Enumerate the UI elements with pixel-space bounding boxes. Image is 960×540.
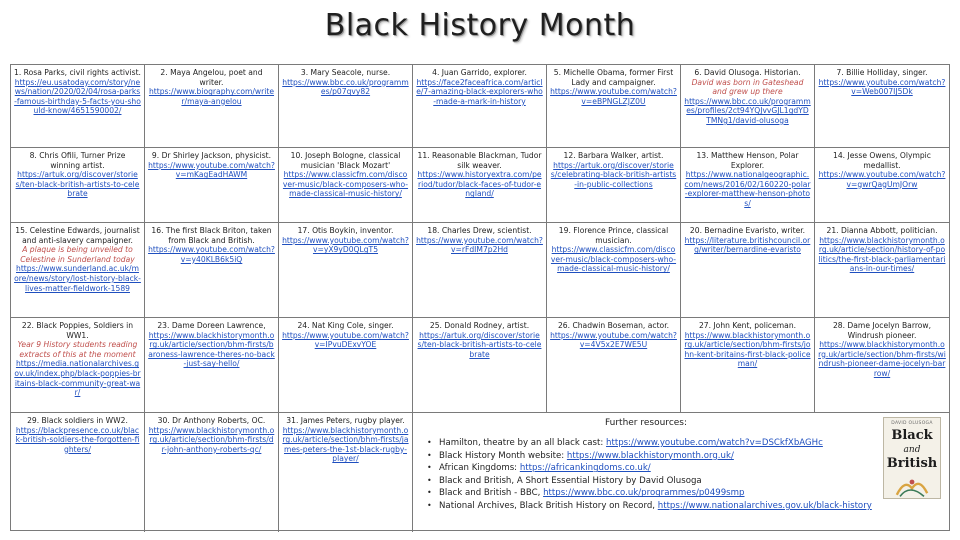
day-link[interactable]: https://www.youtube.com/watch?v=y40KLB6k5iQ [148, 245, 275, 264]
day-cell-2 [145, 65, 279, 148]
resource-item [427, 487, 875, 500]
day-link[interactable]: https://face2faceafrica.com/article/7-amazing-black-explorers-who-made-a-mark-in-history [416, 77, 543, 106]
day-cell-10 [279, 148, 413, 223]
day-cell-17 [279, 223, 413, 318]
day-link[interactable]: https://www.youtube.com/watch?v=IPvuDExvYOE [282, 330, 409, 350]
day-link[interactable]: https://www.youtube.com/watch?v=eBPNGLZJZ0U [550, 87, 677, 106]
day-heading: 2. Maya Angelou, poet and writer. [160, 68, 263, 87]
day-heading: 26. Chadwin Boseman, actor. [557, 321, 670, 330]
day-heading: 24. Nat King Cole, singer. [297, 321, 394, 330]
book-illustration [889, 474, 935, 498]
day-cell-14 [815, 148, 949, 223]
day-note: A plaque is being unveiled to Celestine in Sunderland today [20, 245, 135, 264]
day-cell-23 [145, 318, 279, 413]
day-link[interactable]: https://www.historyextra.com/period/tudor/black-faces-of-tudor-england/ [417, 170, 542, 199]
resource-text: Black and British, A Short Essential History by David Olusoga [439, 475, 702, 486]
day-cell-26 [547, 318, 681, 413]
day-heading: 3. Mary Seacole, nurse. [300, 68, 391, 77]
day-link[interactable]: https://www.classicfm.com/discover-music/black-composers-who-made-classical-music-history/ [550, 245, 677, 274]
day-cell-7 [815, 65, 949, 148]
day-heading: 6. David Olusoga. Historian. [694, 68, 801, 77]
day-cell-31 [279, 413, 413, 532]
day-heading: 20. Bernadine Evaristo, writer. [689, 226, 806, 235]
resource-link[interactable]: https://www.nationalarchives.gov.uk/black-history [657, 500, 872, 511]
day-cell-13 [681, 148, 815, 223]
book-title [887, 429, 938, 470]
book-title-line2: and [903, 445, 921, 455]
day-cell-11 [413, 148, 547, 223]
day-heading: 1. Rosa Parks, civil rights activist. [14, 68, 141, 77]
day-note: Year 9 History students reading extracts of this at the moment [17, 340, 138, 359]
resource-link[interactable]: https://www.bbc.co.uk/programmes/p0499smp [543, 488, 745, 499]
day-link[interactable]: https://www.youtube.com/watch?v=gwrQagUmJOrw [818, 170, 946, 189]
day-link[interactable]: https://www.blackhistorymonth.org.uk/article/section/bhm-firsts/windrush-pioneer-dame-jocelyn-barrow/ [818, 340, 946, 378]
resources-title: Further resources: [604, 418, 688, 428]
bullet-icon: • [427, 488, 432, 498]
day-link[interactable]: https://www.blackhistorymonth.org.uk/article/section/bhm-firsts/baroness-lawrence-theres-no-back-just-say-hello/ [148, 330, 275, 369]
day-heading: 25. Donald Rodney, artist. [429, 321, 530, 330]
day-link[interactable]: https://www.youtube.com/watch?v=rFdIM7p2Hd [416, 235, 543, 255]
day-link[interactable]: https://media.nationalarchives.gov.uk/index.php/black-poppies-britains-black-community-great-war/ [14, 359, 141, 398]
day-cell-18 [413, 223, 547, 318]
day-heading: 21. Dianna Abbott, politician. [826, 226, 938, 235]
day-link[interactable]: https://blackpresence.co.uk/black-british-soldiers-the-forgotten-fighters/ [15, 425, 140, 454]
day-cell-27 [681, 318, 815, 413]
day-heading: 10. Joseph Bologne, classical musician 'Black Mozart' [290, 151, 401, 170]
day-link[interactable]: https://www.nationalgeographic.com/news/2016/02/160220-polar-explorer-matthew-henson-photos/ [684, 170, 811, 208]
day-link[interactable]: https://www.youtube.com/watch?v=yX9yD0QLgT5 [282, 235, 409, 255]
day-heading: 22. Black Poppies, Soldiers in WW1. [21, 321, 134, 340]
day-cell-8 [11, 148, 145, 223]
day-heading: 19. Florence Prince, classical musician. [558, 226, 669, 245]
day-cell-30 [145, 413, 279, 532]
day-cell-4 [413, 65, 547, 148]
day-heading: 15. Celestine Edwards, journalist and anti-slavery campaigner. [15, 226, 140, 245]
day-heading: 13. Matthew Henson, Polar Explorer. [696, 151, 799, 170]
day-cell-19 [547, 223, 681, 318]
day-cell-3 [279, 65, 413, 148]
day-heading: 8. Chris Ofili, Turner Prize winning artist. [29, 151, 126, 170]
day-heading: 23. Dame Doreen Lawrence, [157, 321, 266, 330]
day-cell-29 [11, 413, 145, 532]
day-link[interactable]: https://www.classicfm.com/discover-music/black-composers-who-made-classical-music-history/ [282, 170, 409, 199]
resource-item [427, 475, 875, 488]
day-heading: 16. The first Black Briton, taken from Black and British. [151, 226, 272, 245]
day-note: David was born in Gateshead and grew up there [691, 77, 804, 97]
day-heading: 9. Dr Shirley Jackson, physicist. [151, 151, 272, 160]
resource-item [427, 462, 875, 475]
day-link[interactable]: https://artuk.org/discover/stories/ten-black-british-artists-to-celebrate [417, 330, 542, 359]
day-heading: 17. Otis Boykin, inventor. [297, 226, 394, 235]
further-resources-panel [413, 413, 949, 532]
book-title-line3: British [886, 456, 938, 471]
resource-text-wrap [439, 437, 823, 450]
day-link[interactable]: https://artuk.org/discover/stories/ten-black-british-artists-to-celebrate [15, 170, 140, 199]
resources-list [427, 437, 943, 513]
day-link[interactable]: https://artuk.org/discover/stories/celebrating-black-british-artists-in-public-collections [550, 160, 677, 189]
calendar-grid [10, 64, 950, 531]
resource-text: Black and British - BBC, [439, 488, 544, 499]
day-link[interactable]: https://www.bbc.co.uk/programmes/p07qvy82 [282, 77, 409, 97]
bullet-icon: • [427, 438, 432, 447]
day-cell-16 [145, 223, 279, 318]
day-cell-6 [681, 65, 815, 148]
resource-text-wrap [439, 450, 734, 463]
day-link[interactable]: https://www.biography.com/writer/maya-angelou [148, 87, 275, 106]
day-heading: 7. Billie Holliday, singer. [836, 68, 928, 77]
resource-text-wrap [439, 487, 745, 500]
day-link[interactable]: https://www.blackhistorymonth.org.uk/article/section/history-of-politics/the-first-black-parliamentarians-in-our-times/ [818, 235, 946, 274]
resource-item [427, 450, 875, 463]
day-link[interactable]: https://www.blackhistorymonth.org.uk/article/section/bhm-firsts/john-kent-britains-first-black-policeman/ [684, 330, 811, 369]
bullet-icon: • [427, 463, 432, 473]
day-link[interactable]: https://www.youtube.com/watch?v=mKagEadHAWM [148, 160, 275, 180]
bullet-icon: • [427, 475, 432, 485]
day-link[interactable]: https://www.blackhistorymonth.org.uk/article/section/bhm-firsts/dr-john-anthony-roberts-qc/ [148, 425, 275, 454]
day-cell-24 [279, 318, 413, 413]
day-heading: 12. Barbara Walker, artist. [563, 151, 664, 160]
day-link[interactable]: https://www.youtube.com/watch?v=Web007IJ5Dk [818, 77, 946, 97]
day-link[interactable]: https://www.bbc.co.uk/programmes/profiles/2ct94YQJvvGJL1gdYDTMNg1/david-olusoga [684, 96, 811, 125]
day-heading: 11. Reasonable Blackman, Tudor silk weaver. [417, 151, 542, 170]
day-cell-12 [547, 148, 681, 223]
day-cell-15 [11, 223, 145, 318]
book-cover-image [883, 417, 941, 499]
day-heading: 31. James Peters, rugby player. [286, 416, 405, 425]
resource-link[interactable]: https://www.youtube.com/watch?v=DSCkfXbAGHc [606, 438, 823, 448]
day-cell-21 [815, 223, 949, 318]
day-heading: 28. Dame Jocelyn Barrow, Windrush pioneer. [832, 321, 932, 340]
bullet-icon: • [427, 500, 432, 510]
day-heading: 30. Dr Anthony Roberts, OC. [157, 416, 266, 425]
resource-text: Black History Month website: [439, 450, 567, 461]
book-author: DAVID OLUSOGA [891, 421, 933, 426]
resource-text-wrap [439, 475, 702, 488]
day-link[interactable]: https://www.youtube.com/watch?v=4V5x2E7WE5U [550, 330, 677, 350]
resource-text: African Kingdoms: [439, 463, 520, 474]
bullet-icon: • [427, 450, 432, 460]
day-link[interactable]: https://eu.usatoday.com/story/news/nation/2020/02/04/rosa-parks-famous-birthday-5-facts-you-should-know/4651590002/ [14, 77, 141, 116]
day-cell-5 [547, 65, 681, 148]
day-heading: 29. Black soldiers in WW2. [27, 416, 128, 425]
resource-item [427, 500, 875, 513]
resource-text: Hamilton, theatre by an all black cast: [439, 438, 607, 448]
resource-text: National Archives, Black British History on Record, [439, 500, 658, 511]
resource-text-wrap [439, 462, 651, 475]
day-heading: 5. Michelle Obama, former First Lady and campaigner. [553, 68, 674, 87]
book-title-line1: Black [891, 428, 933, 443]
resource-item [427, 437, 875, 450]
day-cell-9 [145, 148, 279, 223]
day-heading: 14. Jesse Owens, Olympic medallist. [833, 151, 931, 170]
resource-link[interactable]: https://africankingdoms.co.uk/ [519, 463, 651, 474]
day-cell-25 [413, 318, 547, 413]
day-cell-22 [11, 318, 145, 413]
day-link[interactable]: https://www.sunderland.ac.uk/more/news/story/lost-history-black-lives-matter-fieldwork-1589 [14, 264, 141, 293]
resource-text-wrap [439, 500, 872, 513]
day-cell-28 [815, 318, 949, 413]
day-link[interactable]: https://literature.britishcouncil.org/writer/bernardine-evaristo [684, 235, 811, 255]
resource-link[interactable]: https://www.blackhistorymonth.org.uk/ [566, 450, 734, 461]
day-cell-1 [11, 65, 145, 148]
page-title: Black History Month [324, 8, 636, 43]
day-heading: 27. John Kent, policeman. [698, 321, 797, 330]
day-link[interactable]: https://www.blackhistorymonth.org.uk/article/section/bhm-firsts/james-peters-the-1st-black-rugby-player/ [282, 425, 409, 464]
day-heading: 4. Juan Garrido, explorer. [432, 68, 527, 77]
day-cell-20 [681, 223, 815, 318]
day-heading: 18. Charles Drew, scientist. [427, 226, 532, 235]
